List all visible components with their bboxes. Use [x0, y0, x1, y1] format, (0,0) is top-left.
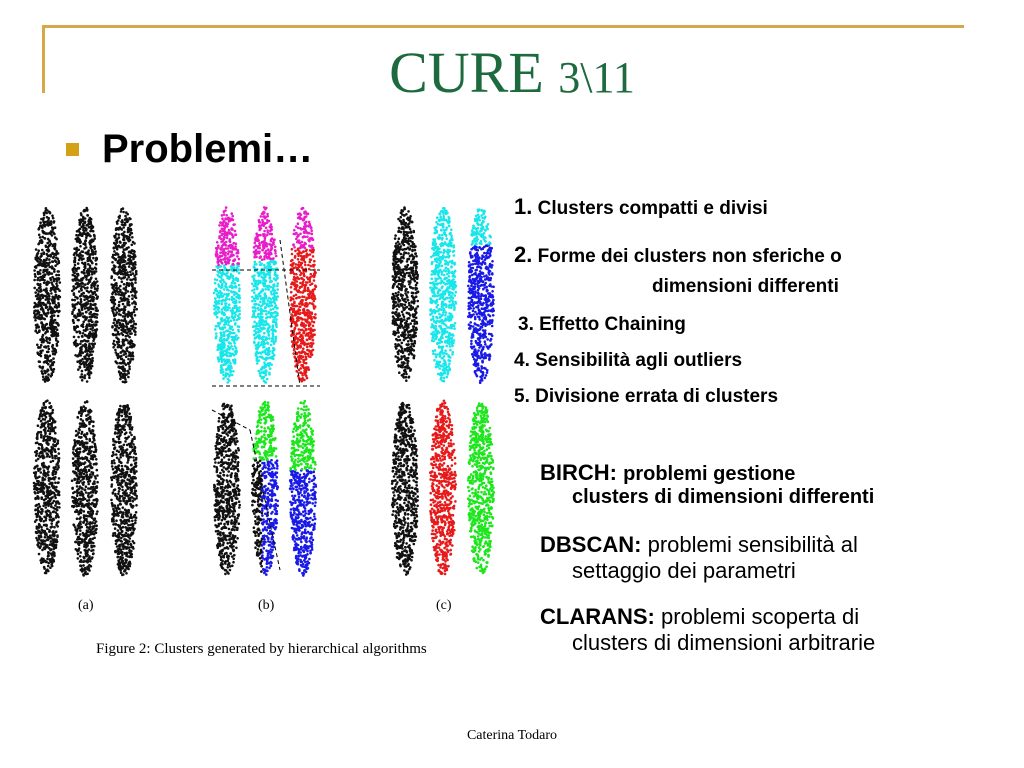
list-item: 4. Sensibilità agli outliers [514, 350, 743, 371]
figure-caption: Figure 2: Clusters generated by hierarchical algorithms [96, 641, 427, 657]
title-number: 3\11 [558, 53, 635, 102]
list-item: dimensioni differenti [652, 276, 839, 297]
algo-birch: BIRCH: problemi gestione clusters di dimensioni differenti [540, 460, 875, 508]
list-item: 2. Forme dei clusters non sferiche o [514, 242, 842, 267]
title-main: CURE [389, 40, 544, 105]
algo-dbscan: DBSCAN: problemi sensibilità al settaggio dei parametri [540, 532, 858, 583]
bullet-square-icon [66, 143, 79, 156]
list-item: 3. Effetto Chaining [518, 314, 686, 335]
bullet-heading: Problemi… [102, 127, 314, 171]
list-item: 5. Divisione errata di clusters [514, 386, 779, 407]
top-accent-line [42, 25, 964, 28]
footer-author: Caterina Todaro [466, 728, 558, 743]
list-item: 1. Clusters compatti e divisi [514, 194, 768, 219]
algo-clarans: CLARANS: problemi scoperta di clusters di dimensioni arbitrarie [540, 604, 876, 655]
slide-title [0, 38, 1024, 113]
panel-label-b: (b) [258, 598, 275, 613]
clusters-figure [0, 190, 500, 670]
panel-label-c: (c) [436, 598, 452, 613]
panel-label-a: (a) [78, 598, 94, 613]
